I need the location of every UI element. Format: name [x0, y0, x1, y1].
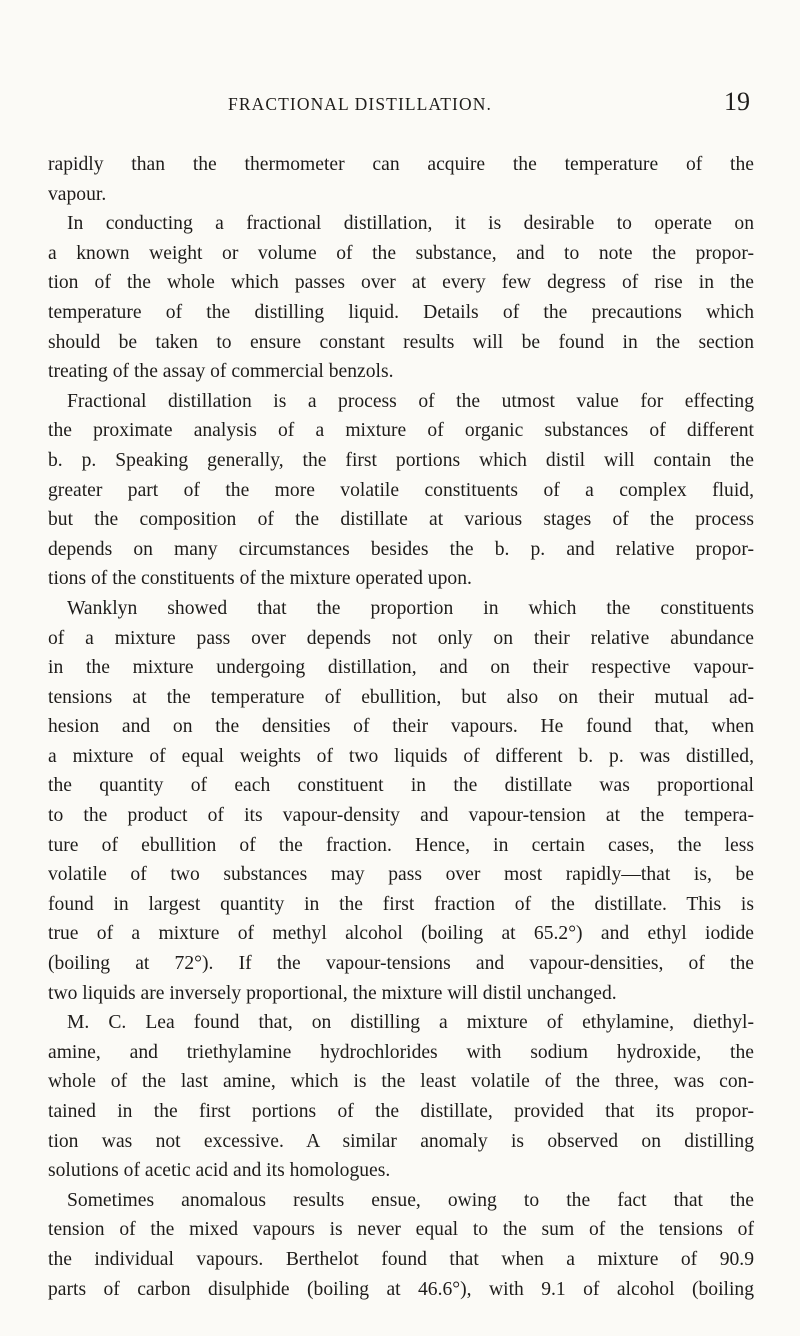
text-line: M. C. Lea found that, on distilling a mixture of ethylamine, diethyl-	[67, 1012, 754, 1034]
text-line: rapidly than the thermometer can acquire the temperature of the	[48, 154, 754, 175]
text-line: tion of the whole which passes over at every few degress of rise in the	[48, 272, 754, 294]
text-line: depends on many circumstances besides the b. p. and relative propor-	[48, 538, 754, 560]
text-line: but the composition of the distillate at various stages of the process	[48, 509, 754, 531]
text-line: parts of carbon disulphide (boiling at 46.6°), with 9.1 of alcohol (boiling	[48, 1278, 754, 1300]
text-line: should be taken to ensure constant results will be found in the section	[48, 331, 754, 353]
text-line: tion was not excessive. A similar anomaly is observed on distilling	[48, 1130, 754, 1152]
text-line: tions of the constituents of the mixture operated upon.	[48, 568, 472, 590]
text-line: Sometimes anomalous results ensue, owing to the fact that the	[67, 1189, 754, 1211]
text-line: solutions of acetic acid and its homologues.	[48, 1160, 391, 1182]
text-line: temperature of the distilling liquid. Details of the precautions which	[48, 301, 754, 323]
text-line: vapour.	[48, 183, 107, 205]
body-text	[48, 150, 754, 1304]
text-line: in the mixture undergoing distillation, and on their respective vapour-	[48, 657, 754, 679]
running-head	[0, 82, 800, 122]
text-line: hesion and on the densities of their vapours. He found that, when	[48, 716, 754, 738]
text-line: found in largest quantity in the first fraction of the distillate. This is	[48, 893, 754, 915]
text-line: the proximate analysis of a mixture of organic substances of different	[48, 420, 754, 442]
text-line: a mixture of equal weights of two liquids of different b. p. was distilled,	[48, 745, 754, 767]
text-line: (boiling at 72°). If the vapour-tensions and vapour-densities, of the	[48, 953, 754, 975]
page-number: 19	[724, 87, 750, 116]
text-line: treating of the assay of commercial benzols.	[48, 361, 394, 383]
text-line: volatile of two substances may pass over most rapidly—that is, be	[48, 864, 754, 886]
text-line: of a mixture pass over depends not only on their relative abundance	[48, 627, 754, 649]
text-line: ture of ebullition of the fraction. Hence, in certain cases, the less	[48, 834, 754, 856]
text-line: a known weight or volume of the substance, and to note the propor-	[48, 242, 754, 264]
text-line: whole of the last amine, which is the least volatile of the three, was con-	[48, 1071, 754, 1093]
text-line: true of a mixture of methyl alcohol (boiling at 65.2°) and ethyl iodide	[48, 923, 754, 945]
text-line: In conducting a fractional distillation, it is desirable to operate on	[67, 213, 754, 235]
text-line: Wanklyn showed that the proportion in which the constituents	[67, 597, 754, 619]
text-line: the quantity of each constituent in the distillate was proportional	[48, 775, 754, 797]
text-line: to the product of its vapour-density and vapour-tension at the tempera-	[48, 805, 754, 827]
text-line: amine, and triethylamine hydrochlorides with sodium hydroxide, the	[48, 1041, 754, 1063]
text-line: the individual vapours. Berthelot found that when a mixture of 90.9	[48, 1248, 754, 1270]
text-line: tained in the first portions of the distillate, provided that its propor-	[48, 1101, 754, 1122]
text-line: tension of the mixed vapours is never equal to the sum of the tensions of	[48, 1219, 754, 1241]
text-line: two liquids are inversely proportional, the mixture will distil unchanged.	[48, 982, 617, 1004]
running-title: FRACTIONAL DISTILLATION.	[228, 94, 492, 114]
text-line: greater part of the more volatile constituents of a complex fluid,	[48, 479, 754, 501]
text-line: b. p. Speaking generally, the first portions which distil will contain the	[48, 449, 754, 471]
text-line: Fractional distillation is a process of the utmost value for effecting	[67, 390, 754, 412]
text-line: tensions at the temperature of ebullition, but also on their mutual ad-	[48, 686, 754, 708]
